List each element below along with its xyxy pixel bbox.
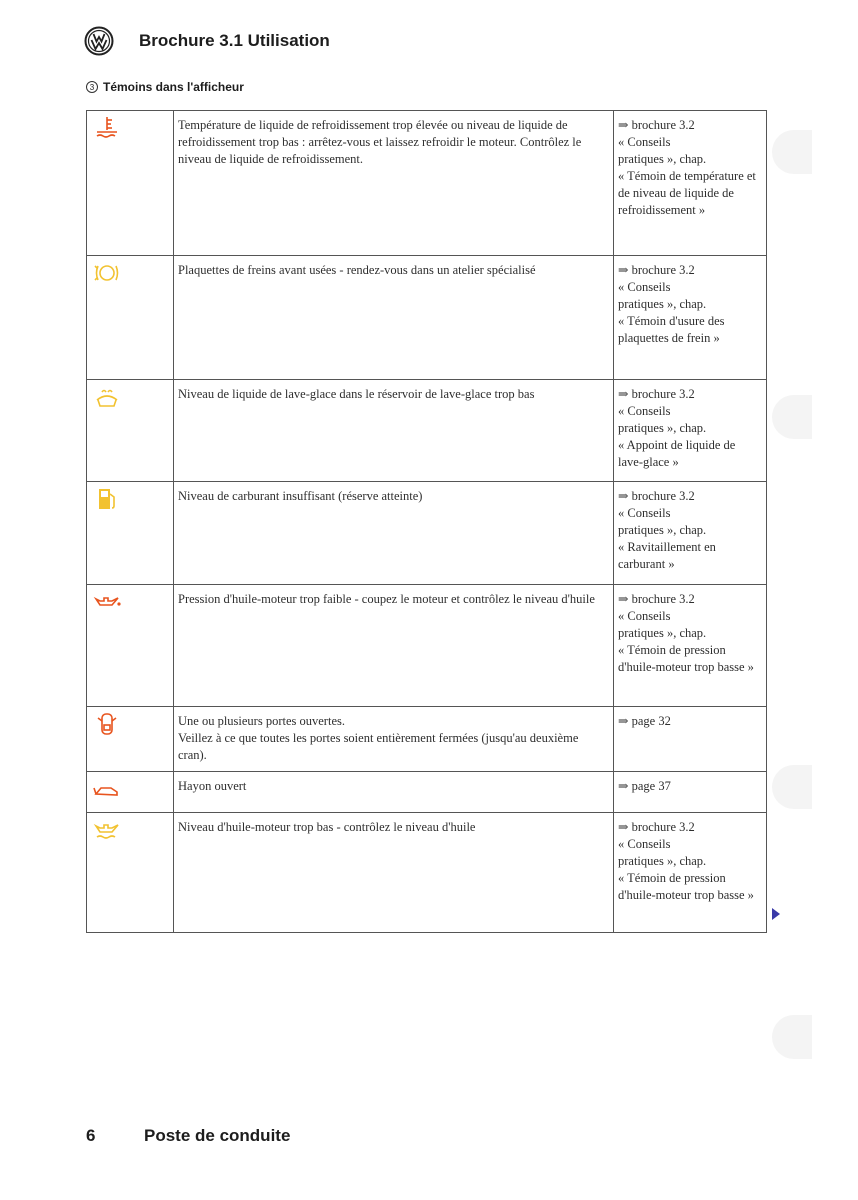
row-reference: ⇒ brochure 3.2 « Conseils pratiques », chap. « Témoin d'usure des plaquettes de frein » — [614, 256, 767, 380]
table-row — [87, 585, 767, 707]
section-heading — [86, 80, 244, 94]
row-reference: ⇒ brochure 3.2 « Conseils pratiques », chap. « Appoint de liquide de lave-glace » — [614, 380, 767, 482]
row-description: Pression d'huile-moteur trop faible - coupez le moteur et contrôlez le niveau d'huile — [174, 585, 614, 707]
row-description: Niveau de liquide de lave-glace dans le réservoir de lave-glace trop bas — [174, 380, 614, 482]
washer-fluid-icon — [93, 384, 121, 410]
page-title: Brochure 3.1 Utilisation — [139, 31, 330, 50]
brake-pad-wear-icon — [93, 260, 121, 286]
chapter-title: Poste de conduite — [144, 1126, 291, 1145]
page-footer — [86, 1126, 290, 1146]
row-description: Hayon ouvert — [174, 772, 614, 813]
row-reference: ⇒ brochure 3.2 « Conseils pratiques », chap. « Témoin de pression d'huile-moteur trop basse » — [614, 813, 767, 933]
row-description: Niveau de carburant insuffisant (réserve atteinte) — [174, 482, 614, 585]
table-row — [87, 111, 767, 256]
page-number: 6 — [86, 1126, 96, 1145]
row-reference: ⇒ brochure 3.2 « Conseils pratiques », chap. « Témoin de température et de niveau de liquide de refroidissement » — [614, 111, 767, 256]
oil-level-icon — [93, 817, 121, 843]
table-row — [87, 256, 767, 380]
page-edge-tab — [772, 765, 812, 809]
door-open-icon — [93, 711, 121, 737]
table-row — [87, 707, 767, 772]
row-description: Plaquettes de freins avant usées - rendez-vous dans un atelier spécialisé — [174, 256, 614, 380]
section-title: Témoins dans l'afficheur — [103, 80, 244, 94]
row-reference: ⇒ brochure 3.2 « Conseils pratiques », chap. « Ravitaillement en carburant » — [614, 482, 767, 585]
row-description: Une ou plusieurs portes ouvertes. Veillez à ce que toutes les portes soient entièrement fermées (jusqu'au deuxième cran). — [174, 707, 614, 772]
coolant-temperature-icon — [93, 115, 121, 141]
row-reference: ⇒ page 32 — [614, 707, 767, 772]
row-reference: ⇒ brochure 3.2 « Conseils pratiques », chap. « Témoin de pression d'huile-moteur trop basse » — [614, 585, 767, 707]
row-reference: ⇒ page 37 — [614, 772, 767, 813]
page-edge-tab — [772, 1015, 812, 1059]
page-header — [84, 26, 330, 56]
table-row — [87, 482, 767, 585]
vw-logo-icon — [84, 26, 114, 56]
table-row — [87, 772, 767, 813]
tailgate-open-icon — [93, 776, 121, 802]
fuel-pump-icon — [93, 486, 121, 512]
section-number: 3 — [86, 81, 98, 93]
oil-pressure-icon — [93, 589, 121, 615]
table-row — [87, 380, 767, 482]
page-edge-tab — [772, 395, 812, 439]
row-description: Niveau d'huile-moteur trop bas - contrôlez le niveau d'huile — [174, 813, 614, 933]
continue-arrow-icon — [772, 908, 780, 920]
table-row — [87, 813, 767, 933]
page-edge-tab — [772, 130, 812, 174]
warning-lights-table — [86, 110, 767, 933]
row-description: Température de liquide de refroidissement trop élevée ou niveau de liquide de refroidissement trop bas : arrêtez-vous et laissez refroidir le moteur. Contrôlez le niveau de liquide de refroidissement. — [174, 111, 614, 256]
